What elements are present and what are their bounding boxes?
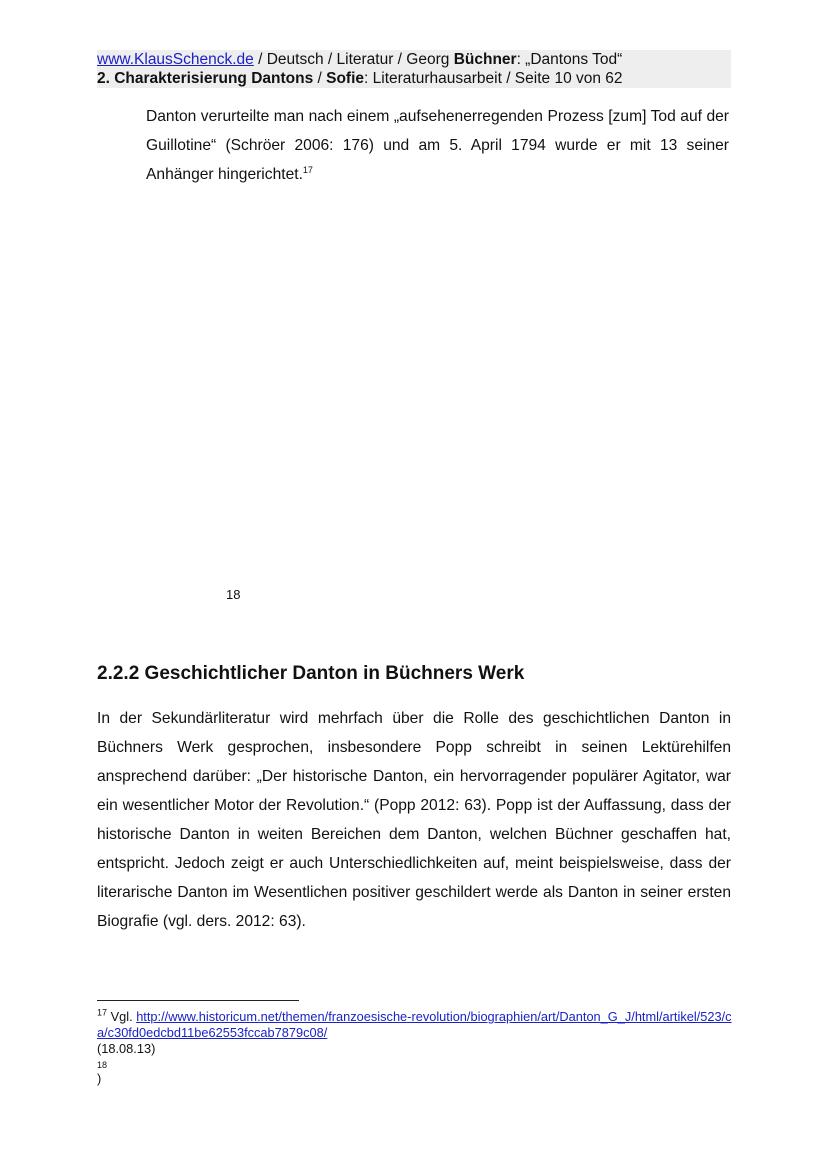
- header-page-info: : Literaturhausarbeit / Seite 10 von 62: [364, 70, 623, 87]
- header-author: Büchner: [453, 51, 517, 68]
- header-author-name: Sofie: [326, 70, 365, 87]
- header-line-2: [97, 69, 731, 88]
- footnote-prefix: Vgl.: [107, 1009, 137, 1024]
- footnotes: [97, 1009, 737, 1087]
- header-path: / Deutsch / Literatur / Georg: [253, 51, 454, 68]
- paragraph-danton-execution: [146, 102, 729, 189]
- paragraph-secondary-literature: In der Sekundärliteratur wird mehrfach über die Rolle des geschichtlichen Danton in Büchners Werk gesprochen, insbesondere Popp schreibt in seinen Lektürehilfen ansprechend darüber: „Der historische Danton, ein hervorragender populärer Agitator, war ein wesentlicher Motor der Revolution.“ (Popp 2012: 63). Popp ist der Auffassung, dass der historische Danton in weiten Bereichen dem Danton, welchen Büchner geschaffen hat, entspricht. Jedoch zeigt er auch Unterschiedlichkeiten auf, meint beispielsweise, dass der literarische Danton im Wesentlichen positiver geschildert werde als Danton in seiner ersten Biografie (vgl. ders. 2012: 63).: [97, 710, 731, 930]
- footnote-number: 17: [97, 1007, 108, 1018]
- image-placeholder-marker: 18: [226, 587, 241, 602]
- paragraph-text: Danton verurteilte man nach einem „aufsehenerregenden Prozess [zum] Tod auf der Guillotine“ (Schröer 2006: 176) und am 5. April 1794 wurde er mit 13 seiner Anhänger hingerichtet.: [146, 108, 729, 183]
- header-chapter: 2. Charakterisierung Dantons: [97, 70, 314, 87]
- footnote-date: (18.08.13): [97, 1041, 156, 1056]
- footnote-ref-17[interactable]: 17: [302, 164, 313, 175]
- page-header: [97, 50, 731, 88]
- section-heading: 2.2.2 Geschichtlicher Danton in Büchners Werk: [97, 663, 525, 684]
- site-link[interactable]: www.KlausSchenck.de: [97, 51, 254, 68]
- footnote-18-number: 18: [97, 1060, 108, 1070]
- header-line-1: [97, 50, 731, 69]
- footnote-18-text: ): [97, 1071, 102, 1086]
- footnote-divider: [97, 1000, 299, 1001]
- header-separator: /: [313, 70, 327, 87]
- footnote-url-link[interactable]: http://www.historicum.net/themen/franzoesische-revolution/biographien/art/Danton_G_J/html/artikel/523/ca/c30fd0edcbd11be62553fccab7879c08/: [97, 1009, 732, 1040]
- header-title: : „Dantons Tod“: [516, 51, 623, 68]
- footnote-17: [97, 1009, 737, 1041]
